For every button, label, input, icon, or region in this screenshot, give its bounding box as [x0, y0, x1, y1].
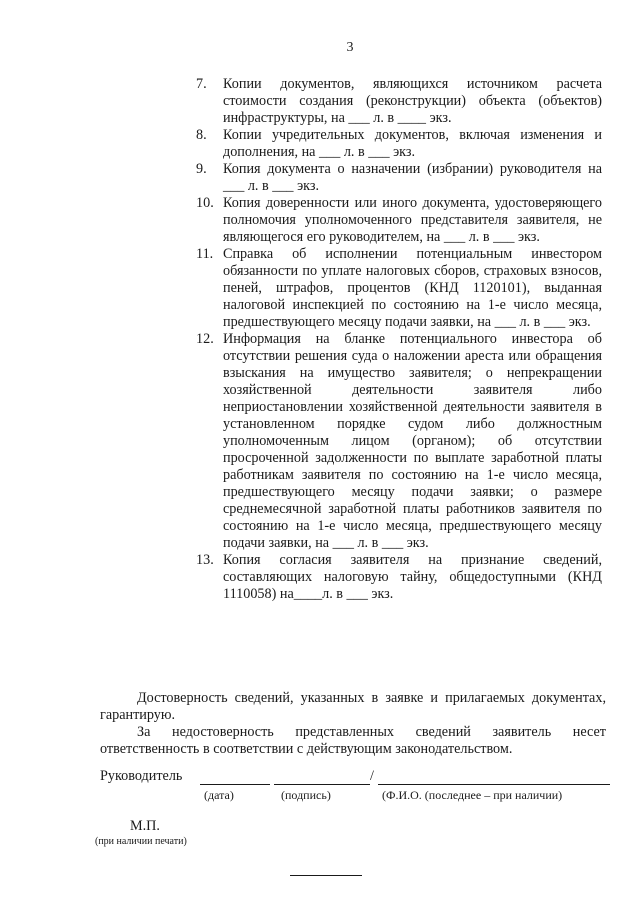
item-text: Копия документа о назначении (избрании) руководителя на ___ л. в ___ экз.	[223, 161, 602, 194]
list-item	[196, 331, 602, 552]
list-item	[196, 552, 602, 603]
item-text: Копии учредительных документов, включая изменения и дополнения, на ___ л. в ___ экз.	[223, 127, 602, 160]
item-text: Справка об исполнении потенциальным инвестором обязанности по уплате налоговых сборов, страховых взносов, пеней, штрафов, процентов (КНД 1120101), выданная налоговой инспекцией по состоянию на 1-е число месяца, предшествующего месяцу подачи заявки, на ___ л. в ___ экз.	[223, 246, 602, 330]
list-item	[196, 195, 602, 246]
date-caption: (дата)	[204, 788, 234, 802]
item-text: Копия согласия заявителя на признание сведений, составляющих налоговую тайну, общедоступными (КНД 1110058) на____л. в ___ экз.	[223, 552, 602, 602]
accuracy-guarantee-paragraph: Достоверность сведений, указанных в заявке и прилагаемых документах, гарантирую.	[100, 690, 606, 723]
item-number: 11.	[196, 246, 214, 262]
bottom-divider	[290, 875, 362, 876]
list-item	[196, 246, 602, 331]
name-separator: /	[370, 768, 374, 784]
page-number: 3	[346, 40, 354, 55]
item-text: Информация на бланке потенциального инвестора об отсутствии решения суда о наложении ареста или обращения взыскания на имущество заявителя; о непрекращении хозяйственной деятельности заявителя либо неприостановлении хозяйственной деятельности заявителя в установленном порядке судом либо должностным уполномоченным лицом (органом); об отсутствии просроченной задолженности по выплате заработной платы работникам заявителя по состоянию на 1-е число месяца, предшествующего месяцу подачи заявки; о размере среднемесячной заработной платы работников заявителя по состоянию на 1-е число месяца, предшествующего месяцу подачи заявки, на ___ л. в ___ экз.	[223, 331, 602, 551]
item-number: 10.	[196, 195, 214, 211]
stamp-label: М.П.	[130, 818, 160, 834]
list-item	[196, 161, 602, 195]
signature-caption: (подпись)	[281, 788, 331, 802]
item-text: Копия доверенности или иного документа, удостоверяющего полномочия уполномоченного представителя заявителя, не являющегося его руководителем, на ___ л. в ___ экз.	[223, 195, 602, 245]
date-line[interactable]	[200, 768, 270, 785]
item-number: 9.	[196, 161, 207, 177]
full-name-line[interactable]	[378, 768, 610, 785]
item-text: Копии документов, являющихся источником расчета стоимости создания (реконструкции) объекта (объектов) инфраструктуры, на ___ л. в ____ экз.	[223, 76, 602, 126]
item-number: 13.	[196, 552, 214, 568]
item-number: 8.	[196, 127, 207, 143]
attachments-list	[196, 76, 602, 603]
list-item	[196, 127, 602, 161]
item-number: 12.	[196, 331, 214, 347]
full-name-caption: (Ф.И.О. (последнее – при наличии)	[382, 788, 563, 802]
signatory-label: Руководитель	[100, 768, 183, 784]
signature-block	[100, 768, 610, 808]
signature-line[interactable]	[274, 768, 370, 785]
responsibility-paragraph: За недостоверность представленных сведений заявитель несет ответственность в соответствии с действующим законодательством.	[100, 724, 606, 757]
stamp-note: (при наличии печати)	[95, 836, 187, 847]
list-item	[196, 76, 602, 127]
item-number: 7.	[196, 76, 207, 92]
